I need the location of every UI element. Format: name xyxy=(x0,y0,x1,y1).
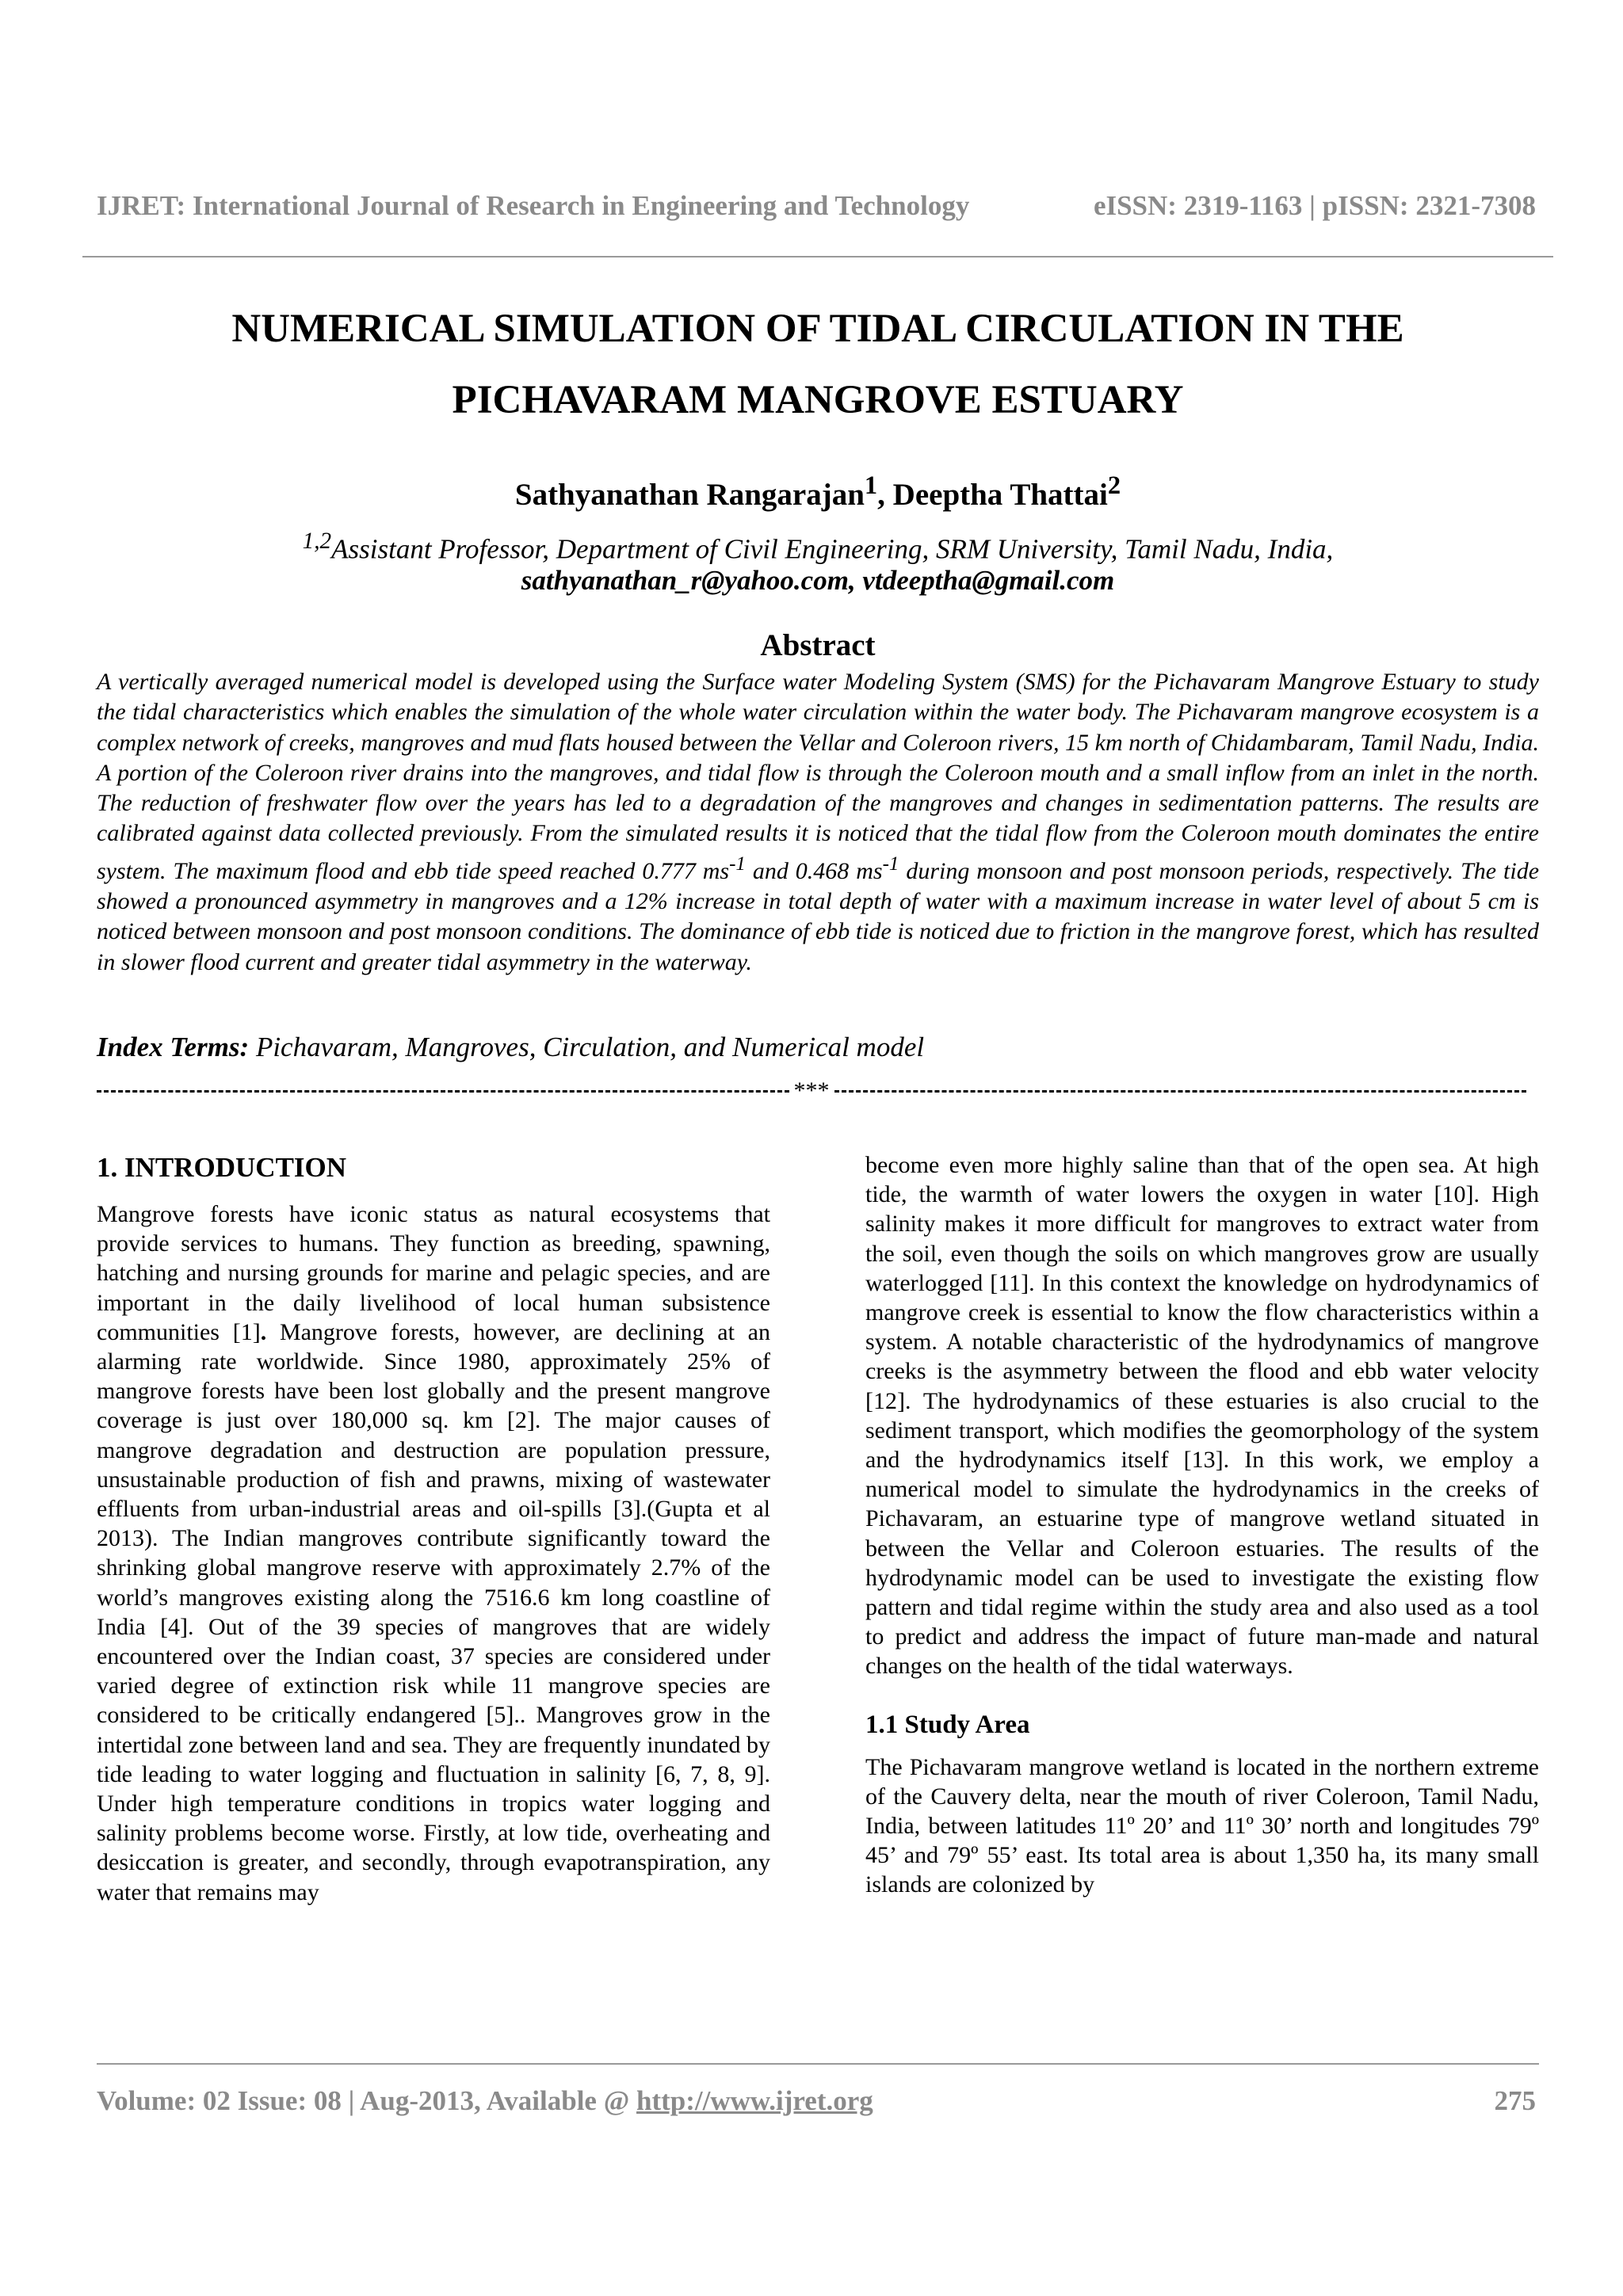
footer-volume xyxy=(97,2085,873,2117)
intro-heading: 1. INTRODUCTION xyxy=(97,1152,347,1183)
intro-paragraph-2: become even more highly saline than that of the open sea. At high tide, the warmth of water lowers the oxygen in water [10]. High salinity makes it more difficult for mangroves to extract water from the soil, even though the soils on which mangroves grow are usually waterlogged [11]. In this context the knowledge on hydrodynamics of mangrove creek is essential to know the flow characteristics within a system. A notable characteristic of the hydrodynamics of mangrove creeks is the asymmetry between the flood and ebb water velocity [12]. The hydrodynamics of these estuaries is also crucial to the sediment transport, which modifies the geomorphology of the system and the hydrodynamics itself [13]. In this work, we employ a numerical model to simulate the hydrodynamics in the creeks of Pichavaram, an estuarine type of mangrove wetland situated in between the Vellar and Coleroon estuaries. The results of the hydrodynamic model can be used to investigate the existing flow pattern and tidal regime within the study area and also used as a tool to predict and address the impact of future man-made and natural changes on the health of the tidal waterways. xyxy=(865,1152,1539,1680)
abstract-sup-1: -1 xyxy=(729,852,746,875)
section-divider xyxy=(97,1079,1526,1103)
author-emails: sathyanathan_r@yahoo.com, vtdeeptha@gmail.com xyxy=(521,565,1115,596)
header-rule xyxy=(82,256,1553,257)
abstract-text-2: and 0.468 ms xyxy=(745,857,883,884)
index-terms xyxy=(97,1032,1539,1063)
paper-title xyxy=(82,293,1553,436)
column-right xyxy=(865,1150,1539,1900)
study-area-paragraph: The Pichavaram mangrove wetland is located in the northern extreme of the Cauvery delta, near the mouth of river Coleroon, Tamil Nadu, India, between latitudes 11º 20’ and 11º 30’ north and longitudes 79º 45’ and 79º 55’ east. Its total area is about 1,350 ha, its many small islands are colonized by xyxy=(865,1753,1539,1898)
divider-stars: *** xyxy=(793,1077,830,1104)
author-sup-2: 2 xyxy=(1107,471,1121,500)
affiliation-text: Assistant Professor, Department of Civil Engineering, SRM University, Tamil Nadu, India, xyxy=(331,533,1334,565)
divider-dash-left xyxy=(97,1090,789,1093)
page-number: 275 xyxy=(1494,2085,1536,2116)
author-separator: , xyxy=(877,478,893,512)
index-terms-value: Pichavaram, Mangroves, Circulation, and Numerical model xyxy=(249,1032,925,1062)
abstract-text-3: during monsoon and post monsoon periods, respectively. The tide showed a pronounced asymmetry in mangroves and a 12% increase in total depth of water with a maximum increase in water level of about 5 cm is noticed between monsoon and post monsoon conditions. The dominance of ebb tide is noticed due to friction in the mangrove forest, which has resulted in slower flood current and greater tidal asymmetry in the waterway. xyxy=(97,857,1540,975)
journal-link[interactable]: http://www.ijret.org xyxy=(636,2085,873,2116)
author-list xyxy=(82,471,1553,513)
abstract-text-1: A vertically averaged numerical model is developed using the Surface water Modeling System (SMS) for the Pichavaram Mangrove Estuary to study the tidal characteristics which enables the simulation of the whole water circulation within the water body. The Pichavaram mangrove ecosystem is a complex network of creeks, mangroves and mud flats housed between the Vellar and Coleroon rivers, 15 km north of Chidambaram, Tamil Nadu, India. A portion of the Coleroon river drains into the mangroves, and tidal flow is through the Coleroon mouth and a small inflow from an inlet in the north. The reduction of freshwater flow over the years has led to a degradation of the mangroves and changes in sedimentation patterns. The results are calibrated against data collected previously. From the simulated results it is noticed that the tidal flow from the Coleroon mouth dominates the entire system. The maximum flood and ebb tide speed reached 0.777 ms xyxy=(97,669,1539,884)
divider-dash-right xyxy=(834,1090,1527,1093)
affiliation xyxy=(82,528,1553,566)
intro-bold-period: . xyxy=(260,1318,267,1345)
abstract-sup-2: -1 xyxy=(882,852,899,875)
running-header xyxy=(97,190,1536,222)
intro-text-1b: Mangrove forests, however, are declining at an alarming rate worldwide. Since 1980, approximately 25% of mangrove forests have been lost globally and the present mangrove coverage is just over 180,000 sq. km [2]. The major causes of mangrove degradation and destruction are population pressure, unsustainable production of fish and prawns, mixing of wastewater effluents from urban-industrial areas and oil-spills [3].(Gupta et al 2013). The Indian mangroves contribute significantly toward the shrinking global mangrove reserve with approximately 2.7% of the world’s mangroves existing along the 7516.6 km long coastline of India [4]. Out of the 39 species of mangroves that are widely encountered over the Indian coast, 37 species are considered under varied degree of extinction risk while 11 mangrove species are considered to be critically endangered [5].. Mangroves grow in the intertidal zone between land and sea. They are frequently inundated by tide leading to water logging and fluctuation in salinity [6, 7, 8, 9]. Under high temperature conditions in tropics water logging and salinity problems become worse. Firstly, at low tide, overheating and desiccation is greater, and secondly, through evapotranspiration, any water that remains may xyxy=(97,1318,770,1905)
author-name-2: Deeptha Thattai xyxy=(892,478,1108,512)
running-footer xyxy=(97,2085,1536,2117)
journal-name: IJRET: International Journal of Research in Engineering and Technology xyxy=(97,190,970,221)
intro-text-1a: Mangrove forests have iconic status as natural ecosystems that provide services to humans. They function as breeding, spawning, hatching and nursing grounds for marine and pelagic species, and are important in the daily livelihood of local human subsistence communities [1] xyxy=(97,1201,770,1345)
footer-rule xyxy=(97,2063,1539,2065)
index-terms-label: Index Terms: xyxy=(97,1032,250,1062)
author-name-1: Sathyanathan Rangarajan xyxy=(514,478,865,512)
study-area-heading: 1.1 Study Area xyxy=(865,1710,1030,1739)
affiliation-sup: 1,2 xyxy=(302,528,332,554)
author-sup-1: 1 xyxy=(864,471,878,500)
title-line-2: PICHAVARAM MANGROVE ESTUARY xyxy=(452,378,1184,422)
abstract-body xyxy=(97,667,1539,978)
intro-paragraph-1 xyxy=(97,1199,770,1907)
column-left xyxy=(97,1150,770,1907)
title-line-1: NUMERICAL SIMULATION OF TIDAL CIRCULATION IN THE xyxy=(231,307,1404,351)
issn-info: eISSN: 2319-1163 | pISSN: 2321-7308 xyxy=(1093,190,1536,221)
abstract-heading: Abstract xyxy=(760,628,876,662)
footer-volume-text: Volume: 02 Issue: 08 | Aug-2013, Available @ xyxy=(97,2085,637,2116)
